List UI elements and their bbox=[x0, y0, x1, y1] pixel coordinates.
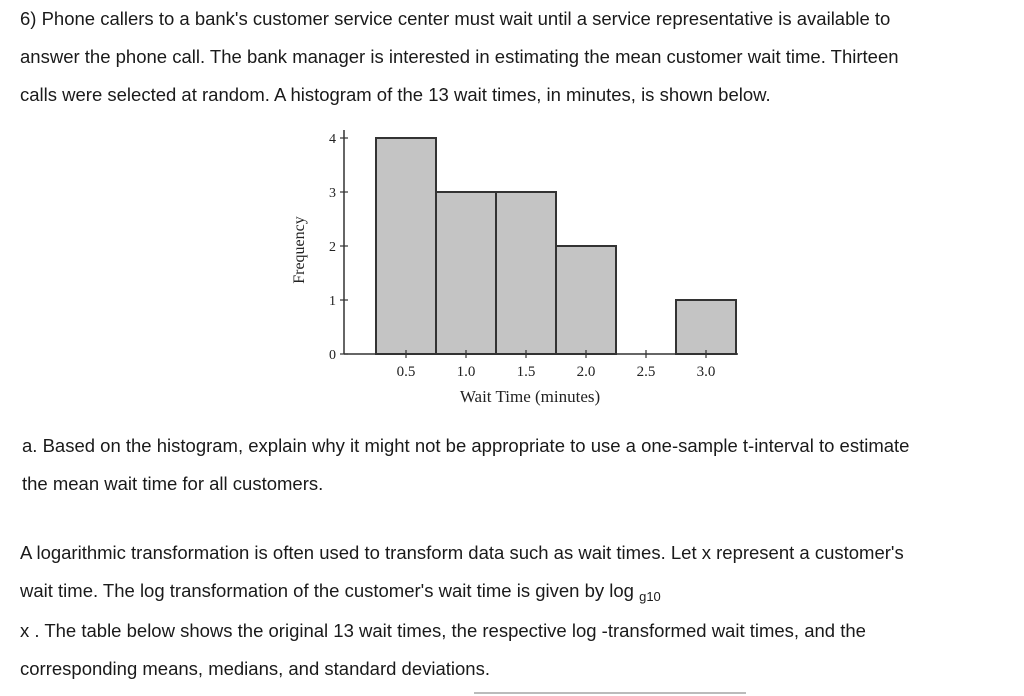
transform-text bbox=[20, 534, 1010, 688]
question-line-1: 6) Phone callers to a bank's customer service center must wait until a service representative is available to bbox=[20, 8, 891, 29]
x-tick-label-1.5: 1.5 bbox=[516, 364, 536, 380]
y-tick-label-1: 1 bbox=[329, 294, 336, 309]
x-tick-label-2.5: 2.5 bbox=[636, 364, 656, 380]
y-tick-label-2: 2 bbox=[329, 240, 336, 255]
question-text bbox=[20, 0, 1010, 114]
y-axis-title: Frequency bbox=[291, 216, 308, 284]
transform-line-2 bbox=[20, 572, 1010, 612]
transform-line-4: corresponding means, medians, and standard deviations. bbox=[20, 658, 490, 679]
part-a-line-2: the mean wait time for all customers. bbox=[22, 473, 324, 494]
y-tick-label-4: 4 bbox=[329, 132, 336, 147]
histogram-bar-1 bbox=[376, 138, 436, 354]
y-tick-label-0: 0 bbox=[329, 348, 336, 363]
x-tick-label-0.5: 0.5 bbox=[396, 364, 416, 380]
y-tick-label-3: 3 bbox=[329, 186, 336, 201]
x-tick-label-3.0: 3.0 bbox=[696, 364, 716, 380]
part-a-text bbox=[22, 427, 1008, 503]
table-top-edge bbox=[474, 692, 746, 694]
histogram-bar-6 bbox=[676, 300, 736, 354]
question-line-2: answer the phone call. The bank manager is interested in estimating the mean customer wait time. Thirteen bbox=[20, 46, 899, 67]
wait-time-histogram bbox=[280, 118, 760, 418]
question-line-3: calls were selected at random. A histogram of the 13 wait times, in minutes, is shown below. bbox=[20, 84, 771, 105]
x-tick-label-2.0: 2.0 bbox=[576, 364, 596, 380]
histogram-bar-3 bbox=[496, 192, 556, 354]
log-subscript: g10 bbox=[639, 589, 661, 604]
histogram-bar-4 bbox=[556, 246, 616, 354]
transform-line-2-main: wait time. The log transformation of the customer's wait time is given by log bbox=[20, 580, 634, 601]
transform-line-1: A logarithmic transformation is often used to transform data such as wait times. Let x represent a customer's bbox=[20, 542, 904, 563]
transform-line-3: x . The table below shows the original 13 wait times, the respective log -transformed wait times, and the bbox=[20, 620, 866, 641]
x-axis-title: Wait Time (minutes) bbox=[459, 387, 601, 406]
part-a-line-1: a. Based on the histogram, explain why it might not be appropriate to use a one-sample t-interval to estimate bbox=[22, 435, 910, 456]
histogram-bar-2 bbox=[436, 192, 496, 354]
x-tick-label-1.0: 1.0 bbox=[456, 364, 476, 380]
